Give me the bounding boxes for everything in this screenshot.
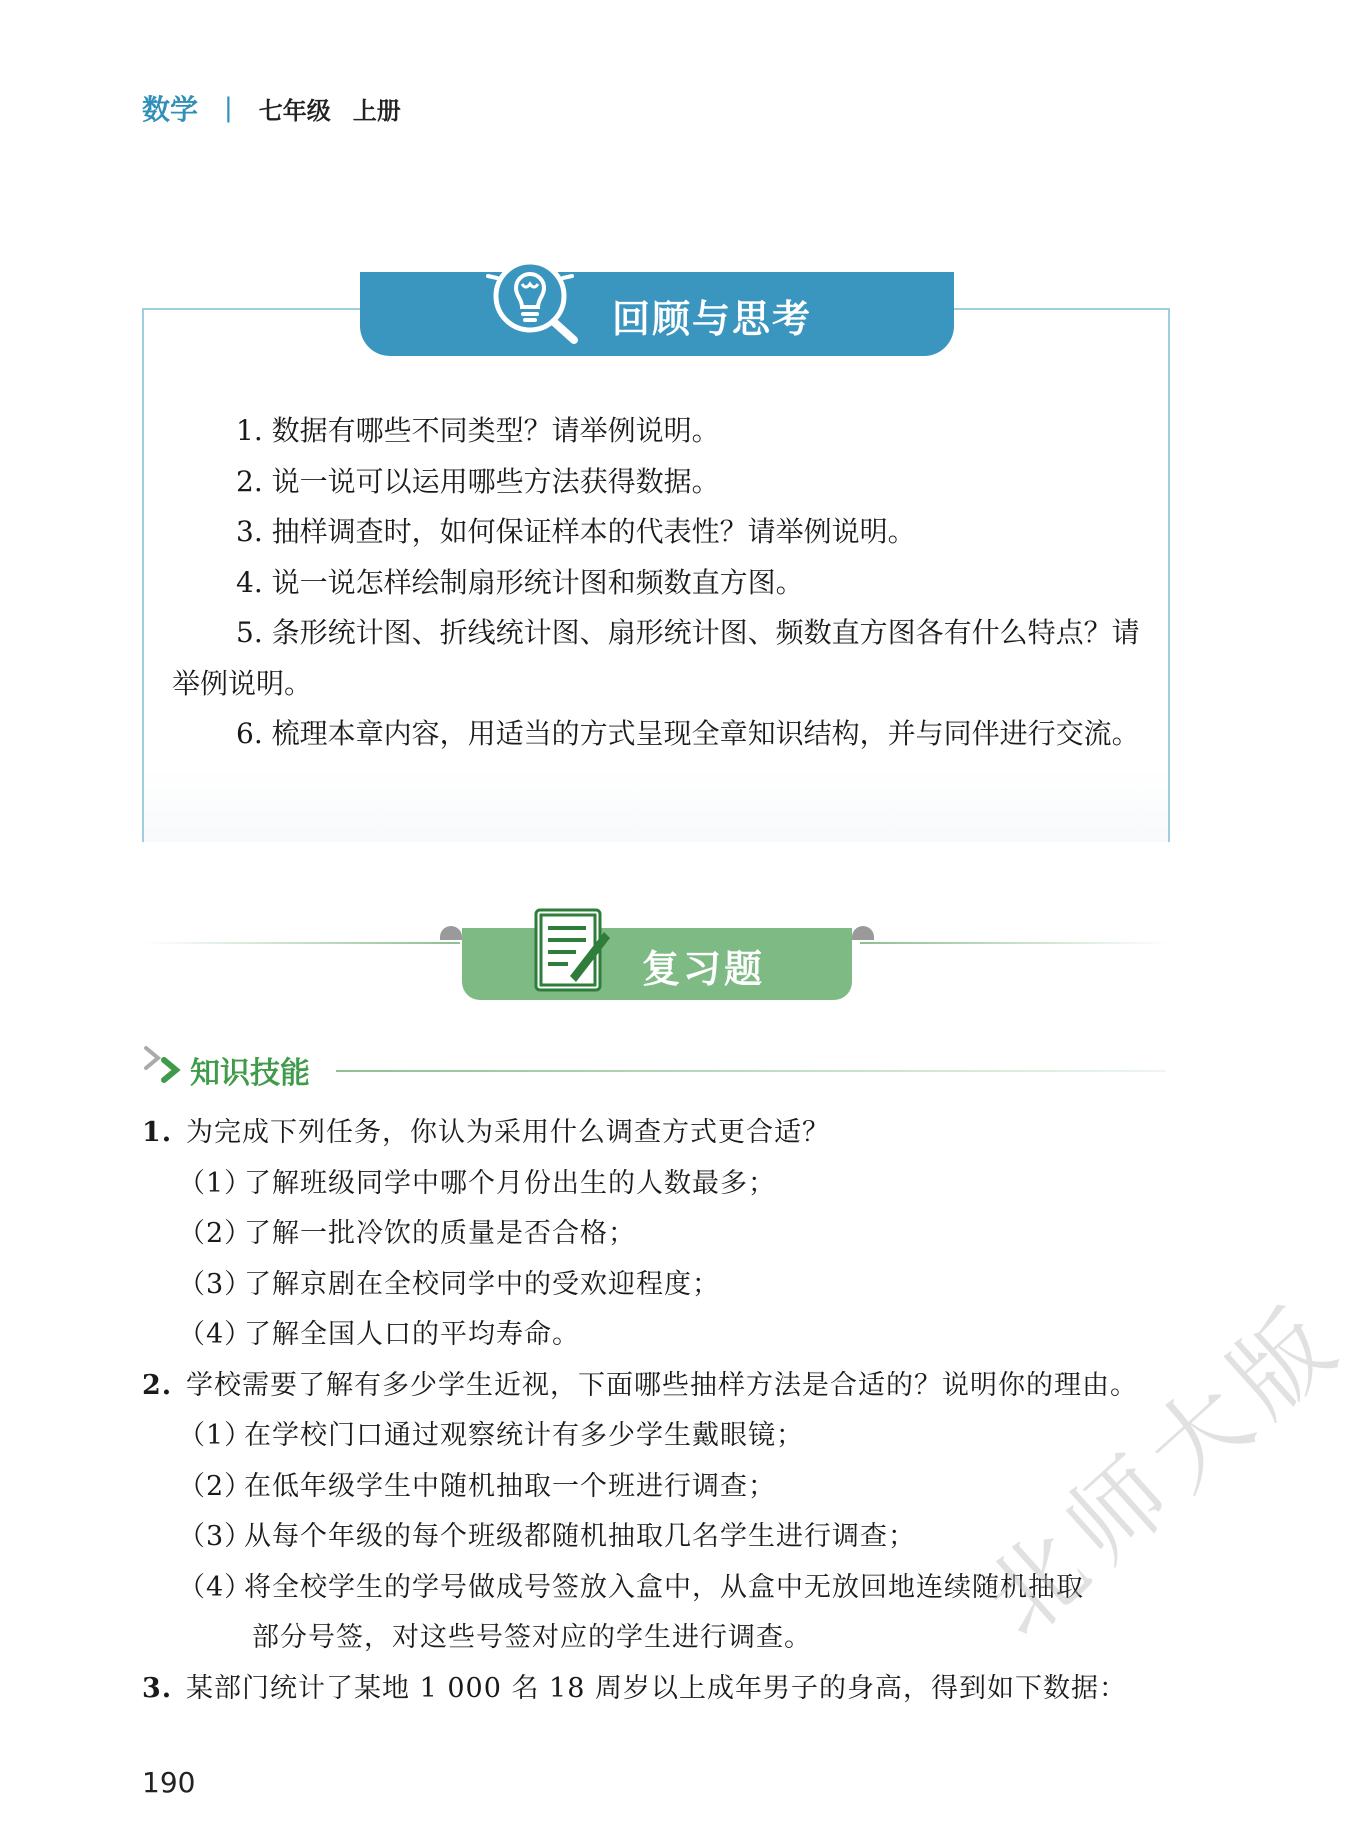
review-list bbox=[172, 406, 1152, 760]
sub-item-label: （1） bbox=[178, 1420, 253, 1451]
banner-knob-left bbox=[440, 926, 462, 940]
sub-item-text: 了解班级同学中哪个月份出生的人数最多； bbox=[244, 1167, 776, 1199]
review-title: 回顾与思考 bbox=[612, 297, 813, 341]
sub-item-text: 在低年级学生中随机抽取一个班进行调查； bbox=[244, 1470, 776, 1502]
question-number: 2. bbox=[142, 1369, 173, 1401]
header-subject: 数学 bbox=[142, 93, 199, 126]
banner-knob-right bbox=[852, 926, 874, 940]
sub-item-text: 在学校门口通过观察统计有多少学生戴眼镜； bbox=[244, 1420, 804, 1451]
question-3 bbox=[142, 1664, 1182, 1715]
watermark: 北师大版 bbox=[963, 1280, 1366, 1659]
banner-rule-left bbox=[142, 942, 460, 944]
section-label: 知识技能 bbox=[190, 1056, 310, 1091]
header-grade: 七年级 bbox=[258, 96, 331, 125]
sub-item-label: （4） bbox=[178, 1571, 253, 1603]
exercise-title: 复习题 bbox=[642, 947, 766, 991]
lightbulb-magnifier-icon bbox=[480, 238, 588, 356]
question-text: 为完成下列任务，你认为采用什么调查方式更合适？ bbox=[186, 1117, 830, 1148]
sub-item-text: 将全校学生的学号做成号签放入盒中，从盒中无放回地连续随机抽取 bbox=[244, 1571, 1084, 1603]
sub-item-label: （4） bbox=[178, 1319, 253, 1350]
question-2 bbox=[142, 1361, 1182, 1412]
sub-item bbox=[142, 1159, 1182, 1210]
sub-item-label: （2） bbox=[178, 1218, 253, 1249]
sub-item-text: 了解全国人口的平均寿命。 bbox=[244, 1319, 580, 1350]
sub-item-text: 从每个年级的每个班级都随机抽取几名学生进行调查； bbox=[244, 1521, 916, 1552]
header-separator: | bbox=[224, 93, 233, 123]
review-item: 5. 条形统计图、折线统计图、扇形统计图、频数直方图各有什么特点？请举例说明。 bbox=[172, 616, 1140, 700]
sub-item-label: （3） bbox=[178, 1268, 253, 1300]
question-number: 1. bbox=[142, 1117, 173, 1148]
sub-item-label: （2） bbox=[178, 1470, 253, 1502]
review-item: 6. 梳理本章内容，用适当的方式呈现全章知识结构，并与同伴进行交流。 bbox=[236, 717, 1140, 750]
sub-item-text: 了解一批冷饮的质量是否合格； bbox=[244, 1218, 636, 1249]
sub-item-label: （3） bbox=[178, 1521, 253, 1552]
notebook-pen-icon bbox=[530, 904, 612, 994]
sub-item-label: （1） bbox=[178, 1167, 253, 1199]
sub-item-continuation: 部分号签，对这些号签对应的学生进行调查。 bbox=[252, 1622, 812, 1653]
question-number: 3. bbox=[142, 1672, 173, 1704]
section-rule bbox=[336, 1070, 1166, 1072]
sub-item bbox=[142, 1209, 1182, 1260]
section-heading bbox=[142, 1044, 1170, 1091]
review-item: 1. 数据有哪些不同类型？请举例说明。 bbox=[236, 414, 720, 447]
sub-item-text: 了解京剧在全校同学中的受欢迎程度； bbox=[244, 1268, 720, 1300]
running-header bbox=[142, 88, 401, 128]
review-item: 2. 说一说可以运用哪些方法获得数据。 bbox=[236, 464, 720, 498]
review-item: 3. 抽样调查时，如何保证样本的代表性？请举例说明。 bbox=[236, 515, 916, 548]
banner-rule-right bbox=[860, 942, 1170, 944]
page-number: 190 bbox=[142, 1766, 196, 1799]
review-item: 4. 说一说怎样绘制扇形统计图和频数直方图。 bbox=[236, 565, 804, 599]
question-text: 学校需要了解有多少学生近视，下面哪些抽样方法是合适的？说明你的理由。 bbox=[186, 1369, 1138, 1401]
sub-item bbox=[142, 1310, 1182, 1361]
header-volume: 上册 bbox=[352, 96, 401, 125]
sub-item bbox=[142, 1411, 1182, 1462]
question-1 bbox=[142, 1108, 1182, 1159]
chevron-right-icon bbox=[142, 1044, 190, 1088]
question-text: 某部门统计了某地 1 000 名 18 周岁以上成年男子的身高，得到如下数据： bbox=[186, 1672, 1127, 1704]
sub-item bbox=[142, 1260, 1182, 1311]
